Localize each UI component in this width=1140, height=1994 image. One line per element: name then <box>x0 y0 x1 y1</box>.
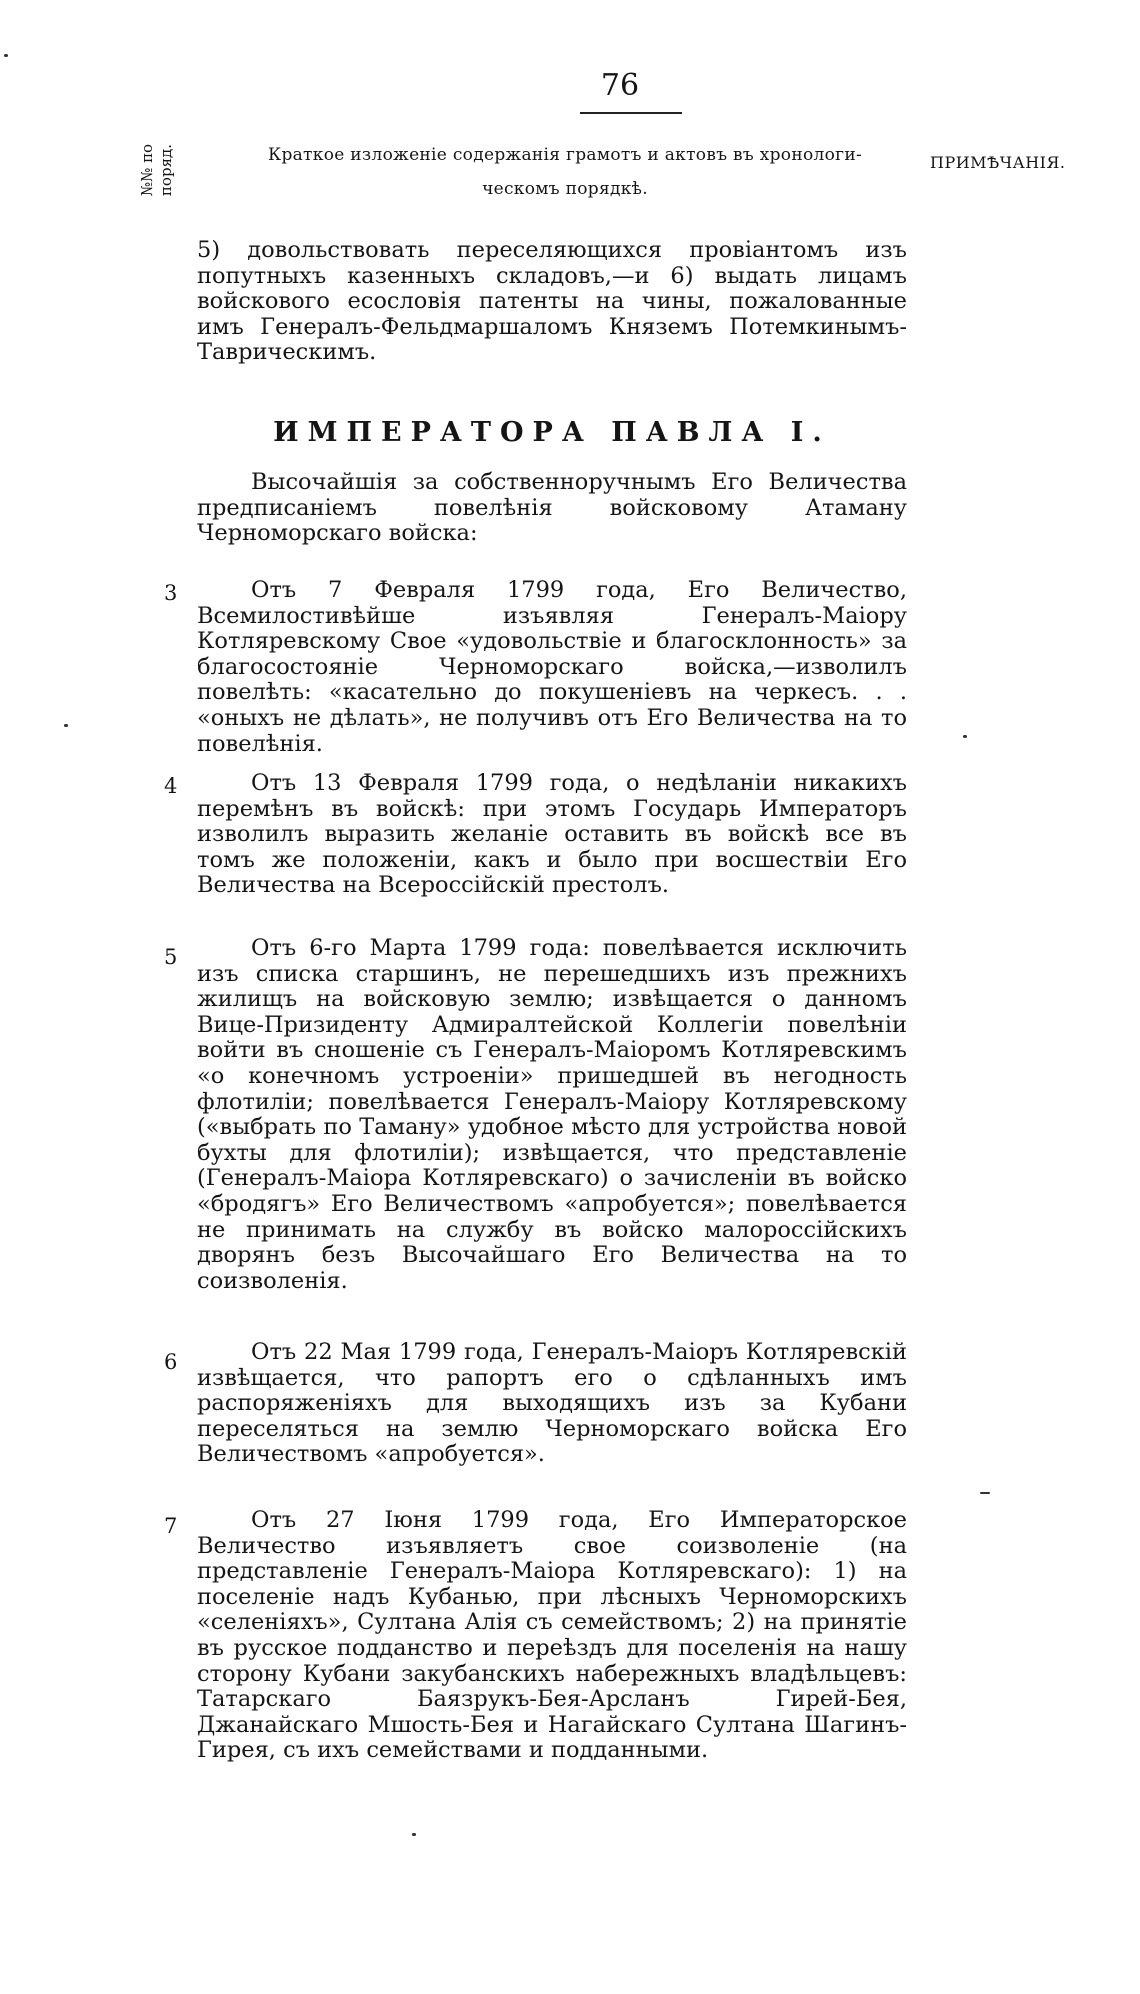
section-intro-text: Высочайшія за собственноручнымъ Его Величества предписаніемъ повелѣнія войсковому Атаману Черноморскаго войска: <box>197 469 907 547</box>
entry-paragraph <box>197 771 907 899</box>
continuation-paragraph <box>197 238 907 366</box>
entry-paragraph <box>197 578 907 757</box>
entry-number-column-header <box>138 132 198 212</box>
summary-header-line-1: Краткое изложеніе содержанія грамотъ и актовъ въ хронологи- <box>267 145 862 165</box>
page-number-rule <box>580 112 682 114</box>
section-title: ИМПЕРАТОРА ПАВЛА I. <box>273 417 831 448</box>
entry-number: 7 <box>164 1514 178 1538</box>
entry-text: Отъ 7 Февраля 1799 года, Его Величество, Всемилостивѣйше изъявляя Генералъ-Маіору Котляревскому Свое «удовольствіе и благосклонность» за благосостояніе Черноморскаго войска,—изволилъ повелѣть: «касательно до покушеніевъ на черкесъ. . . «оныхъ не дѣлать», не получивъ отъ Его Величества на то повелѣнія. <box>197 577 907 757</box>
scan-speck <box>4 54 8 57</box>
entry-paragraph <box>197 936 907 1294</box>
entry-text: Отъ 27 Іюня 1799 года, Его Императорское Величество изъявляетъ свое соизволеніе (на представленіе Генералъ-Маіора Котляревскаго): 1) на поселеніе надъ Кубанью, при лѣсныхъ Черноморскихъ «селеніяхъ», Султана Алія съ семействомъ; 2) на принятіе въ русское подданство и переѣздъ для поселенія на нашу сторону Кубани закубанскихъ набережныхъ владѣльцевъ: Татарскаго Баязрукъ-Бея-Арсланъ Гирей-Бея, Джанайскаго Мшость-Бея и Нагайскаго Султана Шагинъ-Гирея, съ ихъ семействами и подданными. <box>197 1507 907 1764</box>
entry-paragraph <box>197 1340 907 1468</box>
scan-speck <box>980 1492 990 1494</box>
page-number: 76 <box>600 68 640 103</box>
continuation-text: 5) довольствовать переселяющихся провіантомъ изъ попутныхъ казенныхъ складовъ,—и 6) выдать лицамъ войскового есословія патенты на чины, пожалованные имъ Генералъ-Фельдмаршаломъ Княземъ Потемкинымъ-Таврическимъ. <box>197 237 907 366</box>
entry-text: Отъ 22 Мая 1799 года, Генералъ-Маіоръ Котляревскій извѣщается, что рапортъ его о сдѣланныхъ имъ распоряженіяхъ для выходящихъ изъ за Кубани переселяться на землю Черноморскаго войска Его Величествомъ «апробуется». <box>197 1339 907 1468</box>
entry-paragraph <box>197 1508 907 1764</box>
section-intro <box>197 470 907 547</box>
entry-text: Отъ 6-го Марта 1799 года: повелѣвается исключить изъ списка старшинъ, не перешедшихъ изъ прежнихъ жилищъ на войсковую землю; извѣщается о данномъ Вице-Призиденту Адмиралтейской Коллегіи повелѣніи войти въ сношеніе съ Генералъ-Маіоромъ Котляревскимъ «о конечномъ устроеніи» пришедшей въ негодность флотиліи; повелѣвается Генералъ-Маіору Котляревскому («выбрать по Таману» удобное мѣсто для устройства новой бухты для флотиліи); извѣщается, что представленіе (Генералъ-Маіора Котляревскаго) о зачисленіи въ войско «бродягъ» Его Величествомъ «апробуется»; повелѣвается не принимать на службу въ войско малороссійскихъ дворянъ безъ Высочайшаго Его Величества на то соизволенія. <box>197 935 907 1294</box>
summary-header-line-2: ческомъ порядкѣ. <box>482 179 648 199</box>
entry-number: 5 <box>164 945 178 969</box>
entry-number: 6 <box>164 1350 178 1374</box>
entry-text: Отъ 13 Февраля 1799 года, о недѣланіи никакихъ перемѣнъ въ войскѣ: при этомъ Государь Императоръ изволилъ выразить желаніе оставить въ войскѣ все въ томъ же положеніи, какъ и было при восшествіи Его Величества на Всероссійскій престолъ. <box>197 770 907 899</box>
entry-number-column-label: №№ по поряд. <box>138 143 175 197</box>
entry-number: 4 <box>164 774 178 798</box>
scan-speck <box>412 1833 416 1836</box>
entry-number: 3 <box>164 581 178 605</box>
scan-speck <box>64 724 68 727</box>
notes-column-header: ПРИМѢЧАНІЯ. <box>930 153 1066 172</box>
summary-column-header <box>220 138 910 206</box>
scan-speck <box>963 735 967 738</box>
